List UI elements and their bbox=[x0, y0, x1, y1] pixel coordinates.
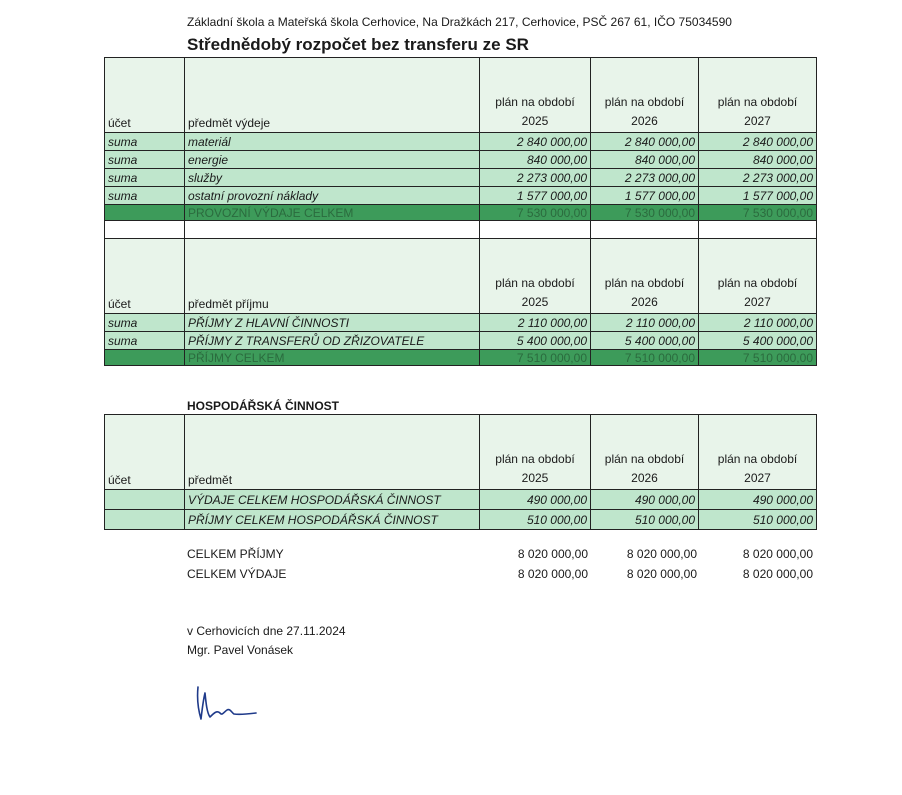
summary-expense-line bbox=[0, 567, 902, 583]
spacer-row bbox=[105, 221, 817, 239]
subject-cell: energie bbox=[185, 151, 480, 169]
economic-activity-header-row bbox=[105, 415, 817, 490]
table-row bbox=[105, 187, 817, 205]
table-row bbox=[105, 332, 817, 350]
table-row bbox=[105, 490, 817, 510]
summary-income-value: 8 020 000,00 bbox=[626, 547, 697, 561]
subject-cell: PŘÍJMY Z TRANSFERŮ OD ZŘIZOVATELE bbox=[185, 332, 480, 350]
summary-expense-label: CELKEM VÝDAJE bbox=[187, 567, 287, 581]
col-plan-2026-header: plán na období 2026 bbox=[591, 415, 699, 490]
signer-name: Mgr. Pavel Vonásek bbox=[187, 643, 294, 657]
account-cell bbox=[105, 490, 185, 510]
value-cell: 1 577 000,00 bbox=[480, 187, 591, 205]
col-subject-header: předmět příjmu bbox=[185, 239, 480, 314]
summary-income-value: 8 020 000,00 bbox=[742, 547, 813, 561]
total-value-cell: 7 510 000,00 bbox=[591, 350, 699, 366]
col-plan-2027-header: plán na období 2027 bbox=[699, 415, 817, 490]
value-cell: 2 840 000,00 bbox=[591, 133, 699, 151]
value-cell: 2 273 000,00 bbox=[699, 169, 817, 187]
value-cell: 840 000,00 bbox=[480, 151, 591, 169]
value-cell: 510 000,00 bbox=[591, 510, 699, 530]
col-plan-2027-header: plán na období 2027 bbox=[699, 58, 817, 133]
subject-cell: PŘÍJMY CELKEM HOSPODÁŘSKÁ ČINNOST bbox=[185, 510, 480, 530]
col-subject-header: předmět bbox=[185, 415, 480, 490]
account-cell: suma bbox=[105, 332, 185, 350]
expenses-total-row bbox=[105, 205, 817, 221]
value-cell: 5 400 000,00 bbox=[480, 332, 591, 350]
table-row bbox=[105, 151, 817, 169]
subject-cell: ostatní provozní náklady bbox=[185, 187, 480, 205]
total-value-cell: 7 530 000,00 bbox=[591, 205, 699, 221]
account-cell: suma bbox=[105, 187, 185, 205]
value-cell: 840 000,00 bbox=[699, 151, 817, 169]
subject-cell: materiál bbox=[185, 133, 480, 151]
total-value-cell: 7 530 000,00 bbox=[699, 205, 817, 221]
place-date: v Cerhovicích dne 27.11.2024 bbox=[187, 624, 346, 638]
summary-income-label: CELKEM PŘÍJMY bbox=[187, 547, 284, 561]
expenses-income-table bbox=[104, 57, 817, 366]
summary-income-line bbox=[0, 547, 902, 563]
col-plan-2027-header: plán na období 2027 bbox=[699, 239, 817, 314]
value-cell: 510 000,00 bbox=[699, 510, 817, 530]
account-cell: suma bbox=[105, 314, 185, 332]
value-cell: 2 110 000,00 bbox=[699, 314, 817, 332]
col-plan-2026-header: plán na období 2026 bbox=[591, 239, 699, 314]
col-account-header: účet bbox=[105, 58, 185, 133]
total-value-cell: 7 510 000,00 bbox=[480, 350, 591, 366]
value-cell: 490 000,00 bbox=[480, 490, 591, 510]
account-cell: suma bbox=[105, 133, 185, 151]
total-label-cell: PŘÍJMY CELKEM bbox=[185, 350, 480, 366]
summary-expense-value: 8 020 000,00 bbox=[626, 567, 697, 581]
value-cell: 2 840 000,00 bbox=[480, 133, 591, 151]
col-plan-2026-header: plán na období 2026 bbox=[591, 58, 699, 133]
value-cell: 490 000,00 bbox=[699, 490, 817, 510]
summary-income-value: 8 020 000,00 bbox=[517, 547, 588, 561]
value-cell: 1 577 000,00 bbox=[591, 187, 699, 205]
expenses-header-row bbox=[105, 58, 817, 133]
value-cell: 5 400 000,00 bbox=[591, 332, 699, 350]
total-value-cell: 7 530 000,00 bbox=[480, 205, 591, 221]
value-cell: 2 110 000,00 bbox=[591, 314, 699, 332]
table-row bbox=[105, 314, 817, 332]
summary-expense-value: 8 020 000,00 bbox=[517, 567, 588, 581]
signature-mark bbox=[190, 683, 262, 730]
total-label-cell: PROVOZNÍ VÝDAJE CELKEM bbox=[185, 205, 480, 221]
table-row bbox=[105, 133, 817, 151]
col-account-header: účet bbox=[105, 239, 185, 314]
summary-expense-value: 8 020 000,00 bbox=[742, 567, 813, 581]
value-cell: 2 840 000,00 bbox=[699, 133, 817, 151]
value-cell: 5 400 000,00 bbox=[699, 332, 817, 350]
value-cell: 2 110 000,00 bbox=[480, 314, 591, 332]
col-plan-2025-header: plán na období 2025 bbox=[480, 239, 591, 314]
col-plan-2025-header: plán na období 2025 bbox=[480, 58, 591, 133]
subject-cell: služby bbox=[185, 169, 480, 187]
economic-activity-label: HOSPODÁŘSKÁ ČINNOST bbox=[187, 399, 340, 413]
value-cell: 510 000,00 bbox=[480, 510, 591, 530]
handwritten-signature-icon bbox=[190, 683, 262, 725]
total-value-cell: 7 510 000,00 bbox=[699, 350, 817, 366]
value-cell: 840 000,00 bbox=[591, 151, 699, 169]
subject-cell: VÝDAJE CELKEM HOSPODÁŘSKÁ ČINNOST bbox=[185, 490, 480, 510]
income-total-row bbox=[105, 350, 817, 366]
table-row bbox=[105, 510, 817, 530]
economic-activity-table bbox=[104, 414, 817, 530]
account-cell bbox=[105, 510, 185, 530]
col-account-header: účet bbox=[105, 415, 185, 490]
document-title: Střednědobý rozpočet bez transferu ze SR bbox=[187, 35, 529, 54]
school-info-line: Základní škola a Mateřská škola Cerhovice, Na Dražkách 217, Cerhovice, PSČ 267 61, IČO 75034590 bbox=[187, 15, 732, 29]
value-cell: 490 000,00 bbox=[591, 490, 699, 510]
value-cell: 2 273 000,00 bbox=[591, 169, 699, 187]
subject-cell: PŘÍJMY Z HLAVNÍ ČINNOSTI bbox=[185, 314, 480, 332]
value-cell: 2 273 000,00 bbox=[480, 169, 591, 187]
account-cell: suma bbox=[105, 151, 185, 169]
income-header-row bbox=[105, 239, 817, 314]
table-row bbox=[105, 169, 817, 187]
col-subject-header: předmět výdeje bbox=[185, 58, 480, 133]
col-plan-2025-header: plán na období 2025 bbox=[480, 415, 591, 490]
value-cell: 1 577 000,00 bbox=[699, 187, 817, 205]
account-cell: suma bbox=[105, 169, 185, 187]
